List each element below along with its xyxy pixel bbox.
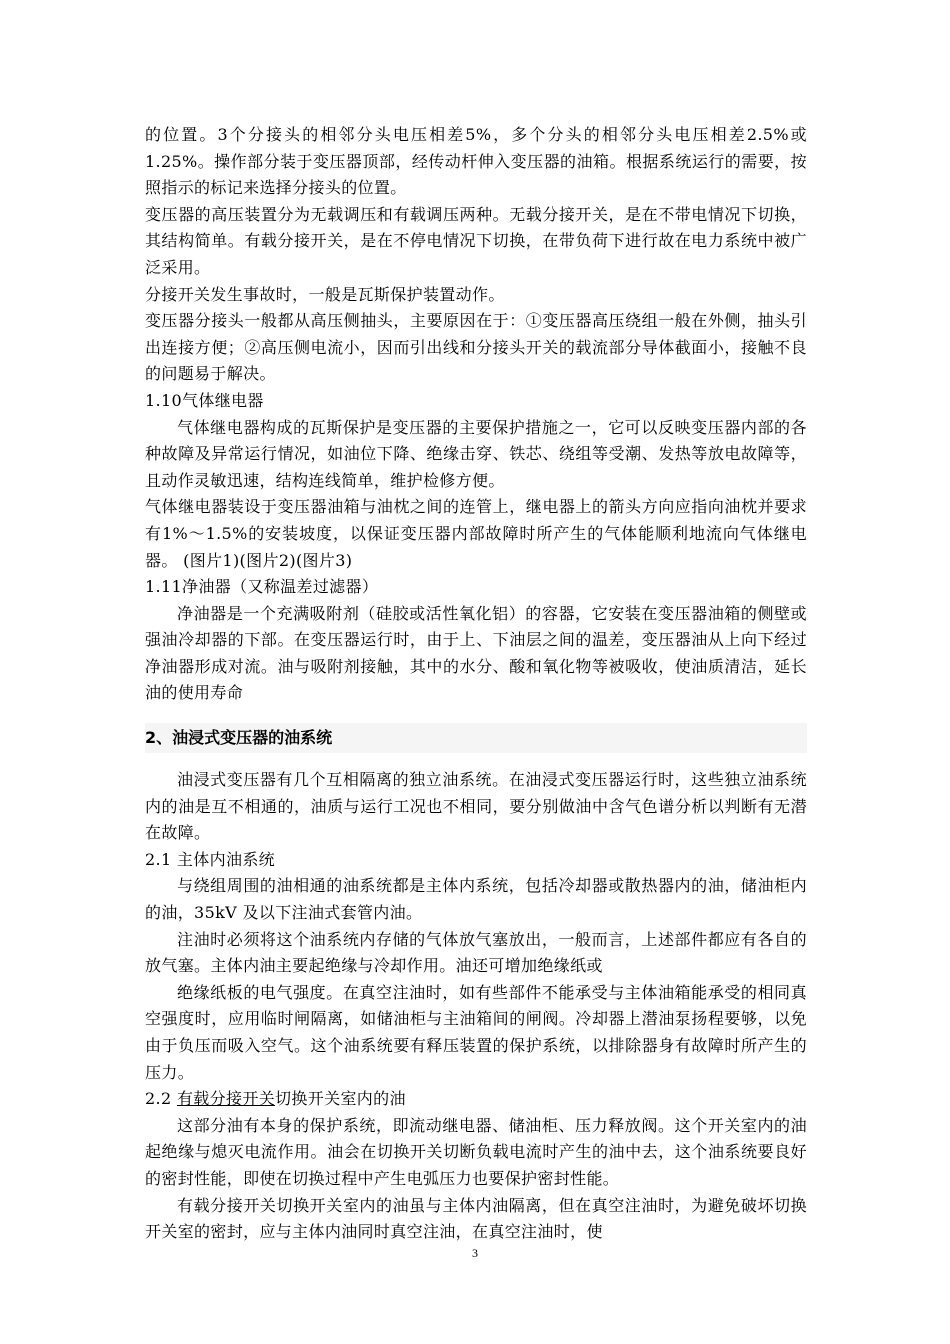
paragraph: 变压器分接头一般都从高压侧抽头，主要原因在于：①变压器高压绕组一般在外侧，抽头引出连接方便；②高压侧电流小，因而引出线和分接头开关的载流部分导体截面小，接触不良的问题易于解决。: [145, 311, 807, 384]
heading-spacer: [145, 753, 807, 767]
document-body: [145, 122, 807, 1246]
paragraph: 这部分油有本身的保护系统，即流动继电器、储油柜、压力释放阀。这个开关室内的油起绝缘与熄灭电流作用。油会在切换开关切断负载电流时产生的油中去，这个油系统要良好的密封性能，即使在切换过程中产生电弧压力也要保护密封性能。: [145, 1115, 807, 1188]
paragraph: 注油时必须将这个油系统内存储的气体放气塞放出，一般而言，上述部件都应有各自的放气塞。主体内油主要起绝缘与冷却作用。油还可增加绝缘纸或: [145, 929, 807, 976]
subsection-number: 2.2: [145, 1089, 177, 1109]
paragraph: 气体继电器装设于变压器油箱与油枕之间的连管上，继电器上的箭头方向应指向油枕并要求有1%～1.5%的安装坡度，以保证变压器内部故障时所产生的气体能顺利地流向气体继电器。 (图片1)(图片2)(图片3): [145, 497, 807, 570]
paragraph: 分接开关发生事故时，一般是瓦斯保护装置动作。: [145, 284, 505, 304]
paragraph: 有载分接开关切换开关室内的油虽与主体内油隔离，但在真空注油时，为避免破坏切换开关室的密封，应与主体内油同时真空注油，在真空注油时，使: [145, 1195, 807, 1242]
paragraph: 油浸式变压器有几个互相隔离的独立油系统。在油浸式变压器运行时，这些独立油系统内的油是互不相通的，油质与运行工况也不相同，要分别做油中含气色谱分析以判断有无潜在故障。: [145, 770, 807, 843]
section-heading: 2、油浸式变压器的油系统: [145, 723, 807, 753]
paragraph: 气体继电器构成的瓦斯保护是变压器的主要保护措施之一，它可以反映变压器内部的各种故障及异常运行情况，如油位下降、绝缘击穿、铁芯、绕组等受潮、发热等放电故障等，且动作灵敏迅速，结构连线简单，维护检修方便。: [145, 417, 807, 490]
paragraph: 净油器是一个充满吸附剂（硅胶或活性氧化铝）的容器，它安装在变压器油箱的侧壁或强油冷却器的下部。在变压器运行时，由于上、下油层之间的温差，变压器油从上向下经过净油器形成对流。油与吸附剂接触，其中的水分、酸和氧化物等被吸收，使油质清洁，延长油的使用寿命: [145, 603, 807, 703]
subsection-title-1-11: 1.11净油器（又称温差过滤器）: [145, 577, 379, 597]
subsection-title-rest: 切换开关室内的油: [275, 1089, 406, 1109]
paragraph: 绝缘纸板的电气强度。在真空注油时，如有些部件不能承受与主体油箱能承受的相同真空强度时，应用临时闸隔离，如储油柜与主油箱间的闸阀。冷却器上潜油泵扬程要够，以免由于负压而吸入空气。这个油系统要有释压装置的保护系统，以排除器身有故障时所产生的压力。: [145, 982, 807, 1082]
paragraph: 的位置。3个分接头的相邻分头电压相差5%，多个分头的相邻分头电压相差2.5%或1.25%。操作部分装于变压器顶部，经传动杆伸入变压器的油箱。根据系统运行的需要，按照指示的标记来选择分接头的位置。: [145, 125, 807, 198]
subsection-title-2-1: 2.1 主体内油系统: [145, 849, 276, 869]
subsection-title-2-2: [145, 1086, 807, 1113]
page-number: 3: [472, 1246, 478, 1260]
paragraph: 与绕组周围的油相通的油系统都是主体内系统，包括冷却器或散热器内的油，储油柜内的油，35kV 及以下注油式套管内油。: [145, 876, 807, 923]
paragraph: 变压器的高压装置分为无载调压和有载调压两种。无载分接开关，是在不带电情况下切换，其结构简单。有载分接开关，是在不停电情况下切换，在带负荷下进行故在电力系统中被广泛采用。: [145, 204, 807, 277]
subsection-title-1-10: 1.10气体继电器: [145, 390, 264, 410]
underlined-term[interactable]: 有载分接开关: [176, 1089, 276, 1109]
